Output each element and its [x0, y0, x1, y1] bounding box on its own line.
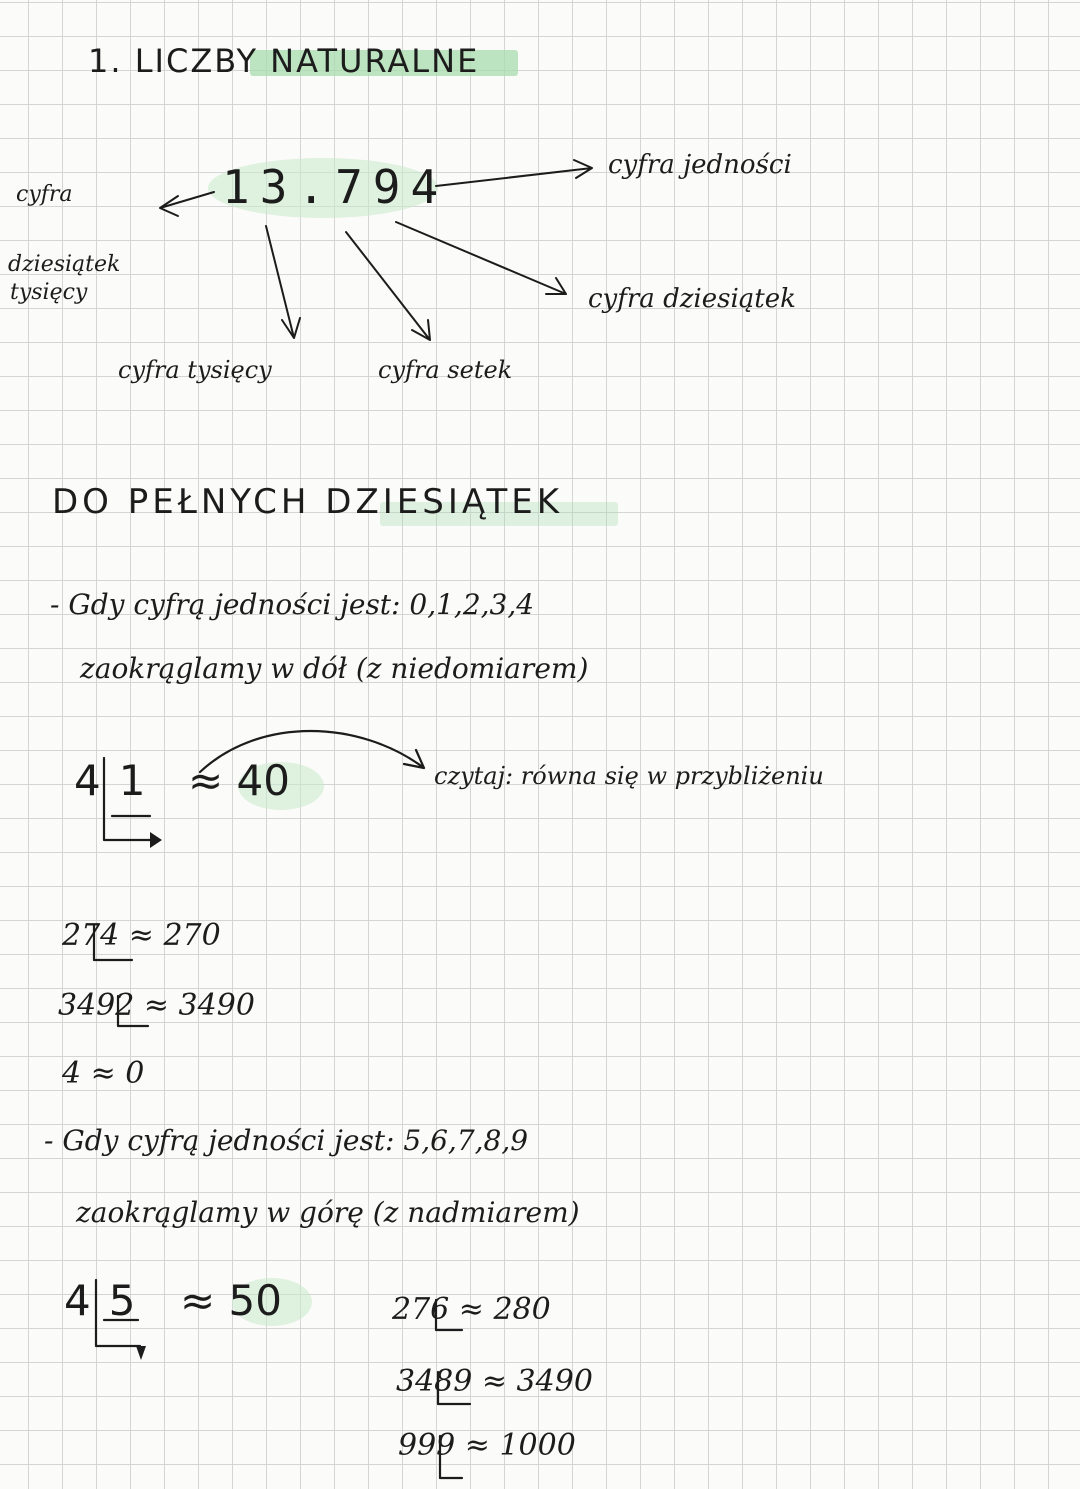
rule-up-line2: zaokrąglamy w górę (z nadmiarem): [76, 1196, 580, 1229]
arrowhead-45: [136, 1346, 146, 1360]
rule-down-example-approx: ≈ 40: [188, 756, 290, 805]
bracket-45: [96, 1280, 140, 1346]
rule-up-example-approx: ≈ 50: [180, 1276, 282, 1325]
bracket-276: [436, 1300, 462, 1330]
central-number: 13.794: [222, 160, 449, 214]
bracket-999: [440, 1436, 462, 1478]
label-units: cyfra jedności: [608, 150, 792, 180]
label-tens: cyfra dziesiątek: [588, 284, 796, 314]
page-title: 1. LICZBY NATURALNE: [88, 42, 480, 80]
rule-down-example-3: 4 ≈ 0: [62, 1056, 145, 1091]
rule-up-example-1: 276 ≈ 280: [392, 1292, 551, 1327]
rule-down-line1: - Gdy cyfrą jedności jest: 0,1,2,3,4: [50, 588, 535, 621]
rule-up-example-digits: 45: [64, 1276, 154, 1325]
label-hundreds: cyfra setek: [378, 356, 513, 384]
rule-up-example-2: 3489 ≈ 3490: [396, 1364, 593, 1399]
arrowhead-41: [150, 832, 162, 848]
bracket-274: [94, 926, 132, 960]
label-ten-thousands-line3: tysięcy: [10, 280, 88, 305]
section-title: DO PEŁNYCH DZIESIĄTEK: [52, 482, 564, 522]
label-ten-thousands-line1: cyfra: [16, 182, 73, 207]
label-thousands: cyfra tysięcy: [118, 356, 272, 384]
approx-note: czytaj: równa się w przybliżeniu: [434, 762, 824, 790]
rule-down-example-1: 274 ≈ 270: [62, 918, 221, 953]
rule-down-line2: zaokrąglamy w dół (z niedomiarem): [80, 652, 589, 685]
rule-up-line1: - Gdy cyfrą jedności jest: 5,6,7,8,9: [44, 1124, 529, 1157]
arrow-approx-note: [200, 731, 424, 772]
rule-down-example-2: 3492 ≈ 3490: [58, 988, 255, 1023]
bracket-3492: [118, 996, 148, 1026]
bracket-3489: [438, 1372, 470, 1404]
rule-down-example-digits: 41: [74, 756, 164, 805]
rule-up-example-3: 999 ≈ 1000: [398, 1428, 576, 1463]
bracket-41: [104, 758, 150, 840]
label-ten-thousands-line2: dziesiątek: [8, 252, 121, 277]
